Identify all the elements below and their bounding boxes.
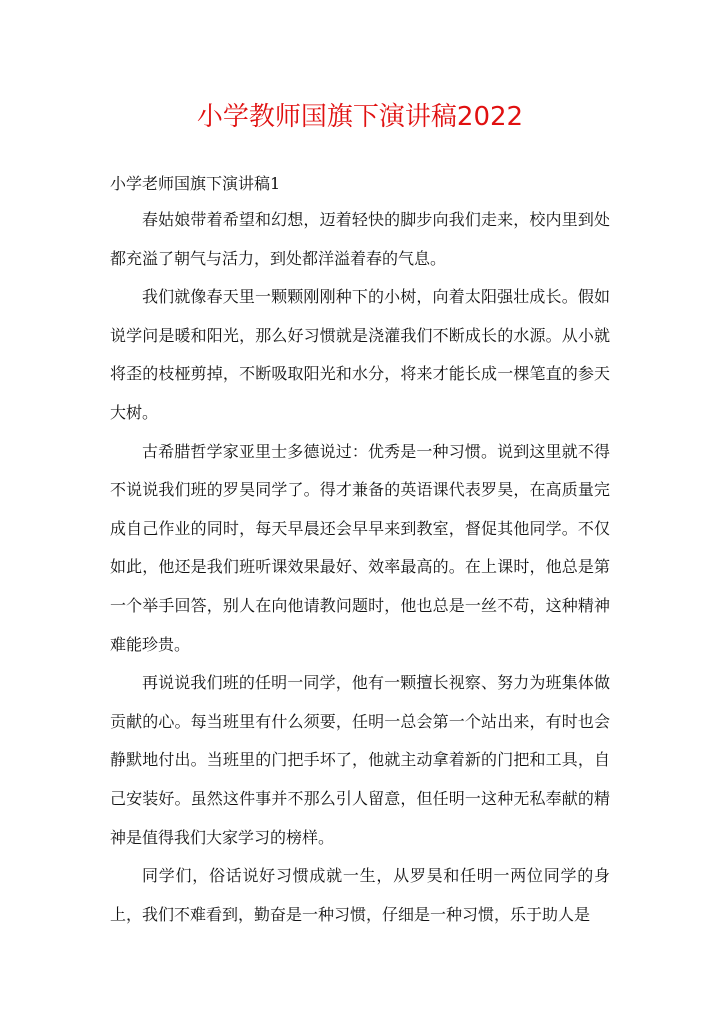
document-subtitle: 小学老师国旗下演讲稿1: [110, 174, 281, 193]
paragraph: 再说说我们班的任明一同学，他有一颗擅长视察、努力为班集体做贡献的心。每当班里有什么须要，任明一总会第一个站出来，有时也会静默地付出。当班里的门把手坏了，他就主动拿着新的门把和工具，自己安装好。虽然这件事并不那么引人留意，但任明一这种无私奉献的精神是值得我们大家学习的榜样。: [110, 673, 610, 847]
document-title: 小学教师国旗下演讲稿2022: [196, 102, 524, 132]
paragraph: 同学们，俗话说好习惯成就一生，从罗昊和任明一两位同学的身上，我们不难看到，勤奋是一种习惯，仔细是一种习惯，乐于助人是: [110, 866, 610, 924]
document-body: [110, 201, 610, 934]
paragraph: 我们就像春天里一颗颗刚刚种下的小树，向着太阳强壮成长。假如说学问是暖和阳光，那么好习惯就是浇灌我们不断成长的水源。从小就将歪的枝桠剪掉，不断吸取阳光和水分，将来才能长成一棵笔直的参天大树。: [110, 287, 610, 422]
paragraph: 春姑娘带着希望和幻想，迈着轻快的脚步向我们走来，校内里到处都充溢了朝气与活力，到处都洋溢着春的气息。: [110, 210, 610, 268]
paragraph: 古希腊哲学家亚里士多德说过：优秀是一种习惯。说到这里就不得不说说我们班的罗昊同学了。得才兼备的英语课代表罗昊，在高质量完成自己作业的同时，每天早晨还会早早来到教室，督促其他同学。不仅如此，他还是我们班听课效果最好、效率最高的。在上课时，他总是第一个举手回答，别人在向他请教问题时，他也总是一丝不苟，这种精神难能珍贵。: [110, 441, 610, 654]
